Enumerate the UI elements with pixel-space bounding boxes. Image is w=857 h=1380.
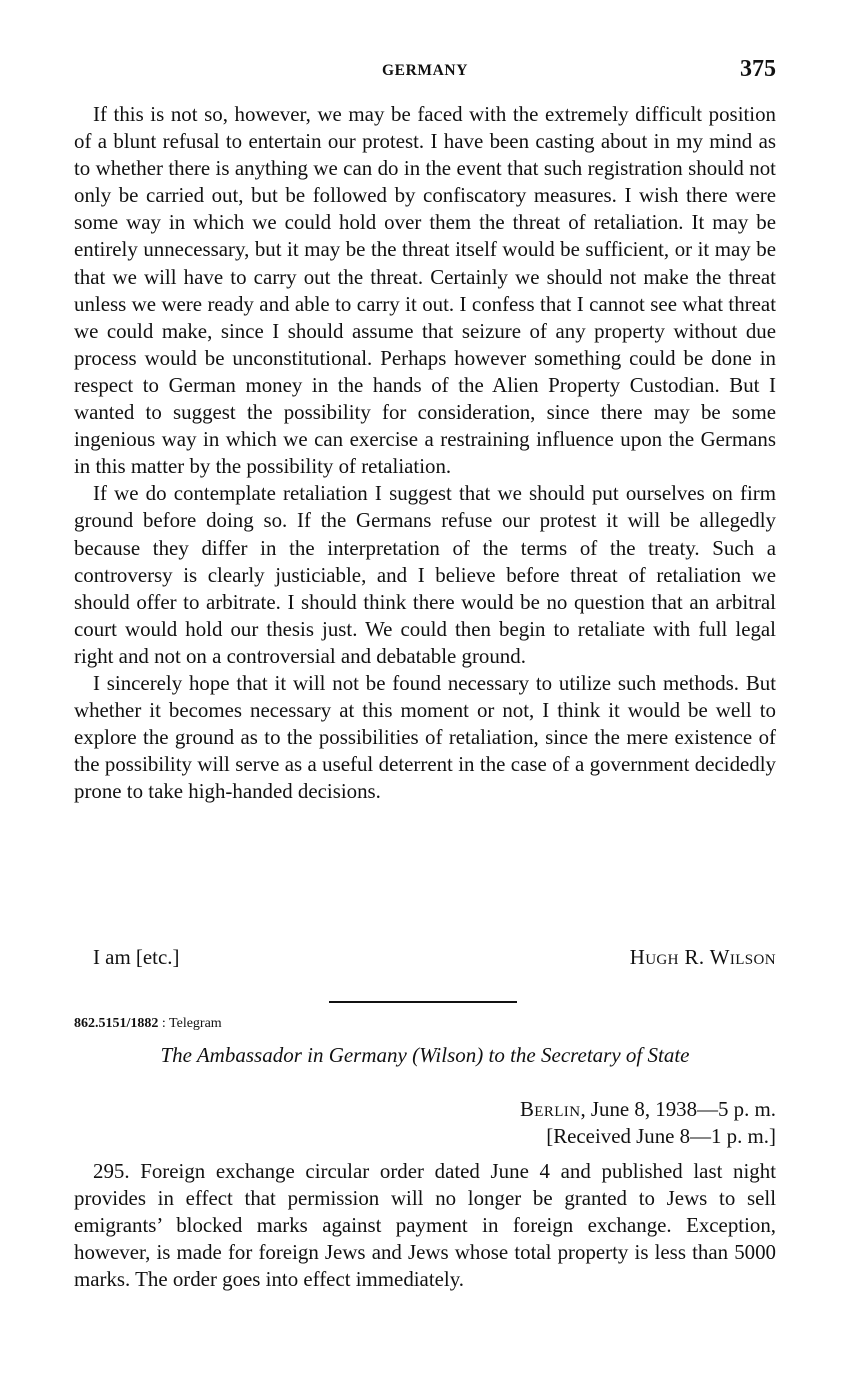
file-number: 862.5151/1882	[74, 1016, 159, 1031]
date-sent: , June 8, 1938—5 p. m.	[580, 1097, 776, 1121]
document-title: The Ambassador in Germany (Wilson) to the Secretary of State	[160, 1043, 690, 1067]
file-type: : Telegram	[161, 1016, 222, 1031]
letter-paragraph: I sincerely hope that it will not be found necessary to utilize such methods. But whether it becomes necessary at this moment or not, I think it would be well to explore the ground as to the possibilities of retaliation, since the mere existence of the possibility will serve as a useful deterrent in the case of a government decidedly prone to take high-handed decisions.	[74, 670, 776, 804]
letter-closing	[74, 945, 776, 975]
section-divider	[329, 1001, 517, 1003]
letter-paragraph: If we do contemplate retaliation I suggest that we should put ourselves on firm ground before doing so. If the Germans refuse our protest it will be allegedly because they differ in the interpretation of the terms of the treaty. Such a controversy is clearly justiciable, and I believe before threat of retaliation we should offer to arbitrate. I should think there would be no question that an arbitral court would hold our thesis just. We could then begin to retaliate with full legal right and not on a controversial and debatable ground.	[74, 481, 776, 668]
page-header	[74, 58, 776, 84]
file-reference	[74, 1016, 222, 1032]
letter-paragraph: If this is not so, however, we may be faced with the extremely difficult position of a blunt refusal to entertain our protest. I have been casting about in my mind as to whether there is anything we can do in the event that such registration should not only be carried out, but be followed by confiscatory measures. I wish there were some way in which we could hold over them the threat of retaliation. It may be entirely unnecessary, but it may be the threat itself would be sufficient, or it may be that we will have to carry out the threat. Certainly we should not make the threat unless we were ready and able to carry it out. I confess that I cannot see what threat we could make, since I should assume that seizure of any property without due process would be unconstitutional. Perhaps however something could be done in respect to German money in the hands of the Alien Property Custodian. But I wanted to suggest the possibility for consideration, since there may be some ingenious way in which we can exercise a restraining influence upon the Germans in this matter by the possibility of retaliation.	[74, 102, 776, 479]
received-line: [Received June 8—1 p. m.]	[546, 1124, 776, 1149]
place: Berlin	[519, 1097, 581, 1121]
telegram-body	[74, 1158, 776, 1293]
running-title: GERMANY	[382, 62, 468, 79]
signature: Hugh R. Wilson	[629, 945, 776, 969]
dateline	[520, 1096, 776, 1150]
sent-line	[520, 1096, 776, 1123]
salutation: I am [etc.]	[93, 945, 180, 969]
letter-body	[74, 101, 776, 805]
telegram-paragraph: 295. Foreign exchange circular order dated June 4 and published last night provides in effect that permission will no longer be granted to Jews to sell emigrants’ blocked marks against payment in foreign exchange. Exception, however, is made for foreign Jews and Jews whose total property is less than 5000 marks. The order goes into effect immediately.	[74, 1159, 776, 1292]
page-number: 375	[740, 56, 776, 82]
